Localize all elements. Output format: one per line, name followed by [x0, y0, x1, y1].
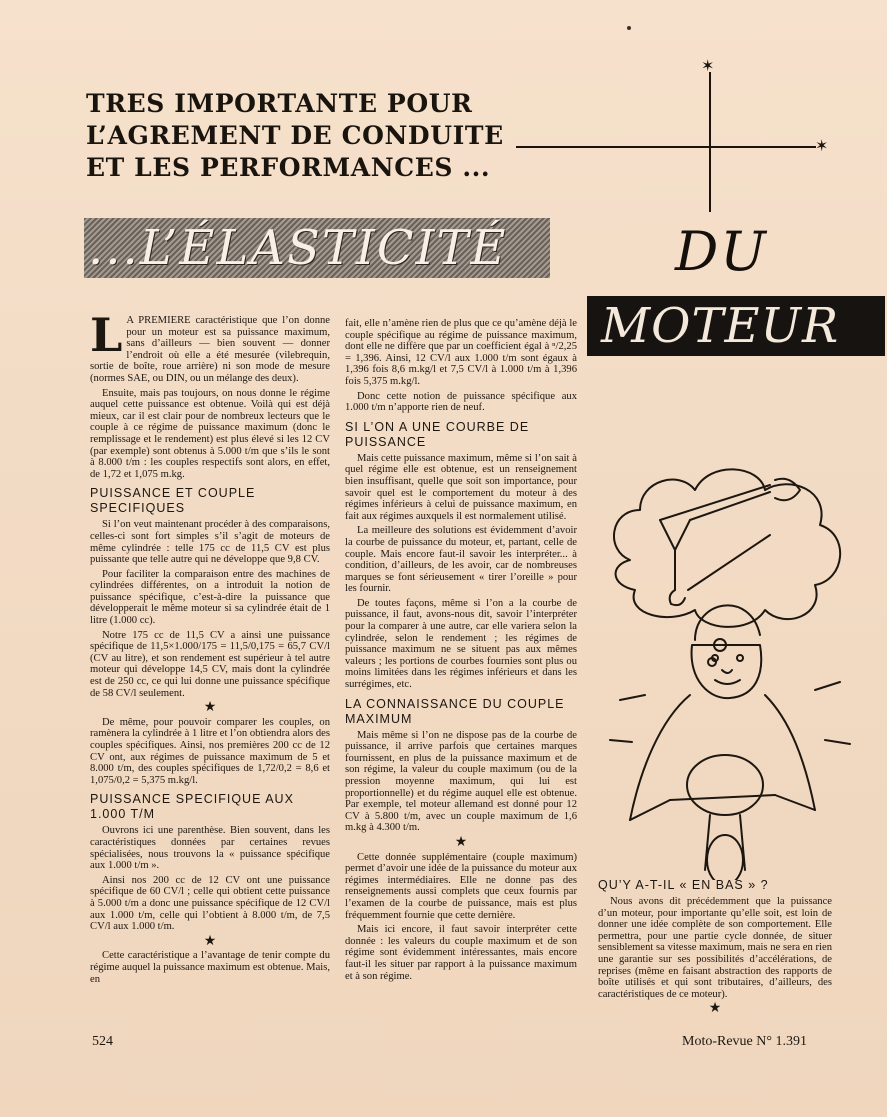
paragraph: Ainsi nos 200 cc de 12 CV ont une puissance spécifique de 60 CV/l ; celle qui obtient cette puissance à 5.000 t/m a donc une puissance spécifique de 12 CV/l aux 1.000 t/m, celle qui l’obtient à 8.000 t/m, de 7,5 CV/l aux 1.000 t/m. [90, 874, 330, 933]
article-column-1 [90, 308, 330, 988]
paragraph: De toutes façons, même si l’on a la courbe de puissance, il faut, avons-nous dit, savoir l’interpréter pour la comparer à une autre, car elle variera selon la cylindrée, selon le rendement ; les régimes de puissance maximum ne se situent pas aux mêmes valeurs ; les portions de courbes fournies sont plus ou moins limitées dans les régimes inférieurs et dans les surrégimes, etc. [345, 597, 577, 691]
paragraph: Mais ici encore, il faut savoir interpréter cette donnée : les valeurs du couple maximum et de son régime sont évidemment intéressantes, mais encore faut-il les situer par rapport à la puissance maximum et à son régime. [345, 924, 577, 982]
drop-cap: L [90, 308, 123, 362]
ink-dot [627, 26, 631, 30]
rider-body [630, 695, 815, 820]
slingshot-shape [660, 520, 690, 590]
paragraph: Ouvrons ici une parenthèse. Bien souvent, dans les caractéristiques données par certaines revues spécialisées, nous trouvons la « puissance spécifique aux 1.000 t/m ». [90, 825, 330, 872]
paragraph: Cette donnée supplémentaire (couple maximum) permet d’avoir une idée de la puissance du moteur aux régimes intermédiaires. Elle ne donne pas des renseignements aussi complets que ceux fournis par l’examen de la courbe de puissance, mais est plus fréquemment fournie que cette dernière. [345, 851, 577, 921]
paragraph: Mais même si l’on ne dispose pas de la courbe de puissance, il arrive parfois que certaines marques fournissent, en plus de la puissance maximum et de son régime, la valeur du couple maximum (ou de la pression moyenne maximum, qui lui est proportionnelle) et du régime auquel elle est obtenue. Par exemple, tel moteur allemand est donné pour 12 CV à 5.800 t/m, avec un couple maximum de 1,6 m.kg à 4.300 t/m. [345, 729, 577, 834]
star-ornament-icon: ✶ [815, 136, 829, 155]
article-column-2 [345, 318, 577, 985]
paragraph: Ensuite, mais pas toujours, on nous donne le régime auquel cette puissance est obtenue. Voilà qui est déjà mieux, car il est clair pour de nombreux lecteurs que le couple à ce régime de puissance maximum (donc le remplissage et le rendement) est plus élevé si les 12 CV (par exemple) sont obtenus à 5.000 t/m que s’ils le sont à 8.000 t/m : les couples respectifs sont alors, en effet, de 1,72 et 1,075 m.kg. [90, 387, 330, 480]
paragraph: Nous avons dit précédemment que la puissance d’un moteur, pour importante qu’elle soit, est loin de donner une idée complète de son comportement. Elle permettra, pour une partie cycle donnée, de situer sensiblement sa vitesse maximum, mais ne sera en rien une garantie sur ses possibilités d’accélérations, de reprises (même en faisant abstraction des rapports de boîte utilisés et qui sont tributaires, d’ailleurs, des caractéristiques de ce moteur). [598, 896, 832, 1000]
paragraph: De même, pour pouvoir comparer les couples, on ramènera la cylindrée à 1 litre et l’on obtiendra alors des couples spécifiques. Ainsi, nos premières 200 cc de 12 CV ont, aux régimes de puissance maximum de 5 et 8.000 t/m, des couples spécifiques de 1,72/0,2 = 8,6 et 1,075/0,2 = 5,375 m.kg/l. [90, 716, 330, 786]
headline-line-3: ET LES PERFORMANCES ... [86, 153, 491, 182]
headline-line-2: L’AGREMENT DE CONDUITE [86, 121, 504, 150]
rider-eye [737, 655, 743, 661]
headlight [687, 755, 763, 815]
title-moteur-box [587, 296, 885, 356]
paragraph: Mais cette puissance maximum, même si l’on sait à quel régime elle est obtenue, est un renseignement bien insuffisant, quelle que soit son importance, pour savoir quel est le comportement du moteur à des régimes inférieurs à celui de puissance maximum, en fait aux régimes auxquels il est normalement utilisé. [345, 452, 577, 522]
title-banner [84, 218, 550, 278]
pulling-hand [775, 479, 800, 500]
star-separator: ★ [454, 834, 468, 850]
speed-lines [610, 682, 850, 744]
paragraph: fait, elle n’amène rien de plus que ce qu’amène déjà le couple spécifique au régime de puissance maximum, dont elle ne diffère que par un coefficient égal à ⁿ/2,25 = 1,396. Ainsi, 12 CV/l aux 1.000 t/m sont égaux à 1,396 fois 8,6 m.kg/l et 7,5 CV/l à 1.000 t/m à 1,396 fois 5,375 m.kg/l. [345, 318, 577, 387]
paragraph: Si l’on veut maintenant procéder à des comparaisons, celles-ci sont fort simples s’il s’agit de moteurs de même cylindrée : telle 175 cc de 11,5 CV est plus puissante que telle autre qui ne développe que 9,8 CV. [90, 519, 330, 566]
rider-arms [630, 795, 815, 820]
title-moteur: MOTEUR [601, 298, 840, 354]
rider-face [692, 645, 762, 698]
star-ornament-icon: ✶ [701, 56, 715, 75]
section-heading: PUISSANCE ET COUPLE SPECIFIQUES [90, 486, 256, 516]
front-wheel [707, 835, 743, 880]
paragraph: La meilleure des solutions est évidemment d’avoir la courbe de puissance du moteur, et, partant, celle de couple. Mais encore faut-il savoir les interpréter... à condition, d’ailleurs, de les avoir, car de nombreuses marques se font sérieusement « tirer l’oreille » pour les fournir. [345, 525, 577, 595]
rider-mouth [715, 680, 740, 684]
slingshot-band [660, 485, 770, 520]
title-elasticite: ...L’ÉLASTICITÉ [88, 220, 508, 276]
paragraph-text: A PREMIERE caractéristique que l’on donne pour un moteur est sa puissance maximum, sans d’ailleurs — bien souvent — donner l’endroit où elle a été mesurée (vilebrequin, sortie de boîte, roue arrière) ni son mode de mesure (normes SAE, ou DIN, ou un mélange des deux). [90, 315, 330, 384]
paragraph: Donc cette notion de puissance spécifique aux 1.000 t/m n’apporte rien de neuf. [345, 390, 577, 414]
thought-cloud [614, 469, 840, 627]
arm-line [688, 535, 770, 590]
article-column-3 [598, 878, 832, 1018]
star-separator: ★ [203, 700, 217, 716]
paragraph: Cette caractéristique a l’avantage de tenir compte du régime auquel la puissance maximum est obtenue. Mais, en [90, 950, 330, 985]
star-separator: ★ [203, 933, 217, 949]
crosshair-horizontal-rule [516, 146, 816, 148]
paragraph [90, 308, 330, 385]
magazine-issue: Moto-Revue N° 1.391 [682, 1034, 807, 1049]
page-number: 524 [92, 1034, 113, 1049]
rider-illustration [600, 440, 860, 880]
crosshair-vertical-rule [709, 72, 711, 212]
paragraph: Pour faciliter la comparaison entre des machines de cylindrées différentes, on a introduit la notion de puissance spécifique, c’est-à-dire la puissance que développerait le même moteur si sa cylindrée était de 1 litre (1.000 cc). [90, 568, 330, 627]
headline-line-1: TRES IMPORTANTE POUR [86, 89, 473, 118]
paragraph: Notre 175 cc de 11,5 CV a ainsi une puissance spécifique de 11,5×1.000/175 = 11,5/0,175 = 65,7 CV/l (CV au litre), et son rendement est supérieur à tel autre moteur qui développe 14,5 CV, mais dont la cylindrée est de 250 cc, ce qui lui donne une puissance spécifique de 58 CV/l seulement. [90, 629, 330, 699]
holding-hand [670, 590, 685, 605]
section-heading: LA CONNAISSANCE DU COUPLE MAXIMUM [345, 696, 565, 726]
headline [86, 88, 516, 184]
rider-nose [722, 670, 732, 673]
section-heading: PUISSANCE SPECIFIQUE AUX 1.000 T/M [90, 792, 294, 822]
title-du: DU [675, 220, 768, 283]
section-heading: SI L’ON A UNE COURBE DE PUISSANCE [345, 419, 530, 449]
section-heading: QU’Y A-T-IL « EN BAS » ? [598, 878, 769, 892]
star-separator: ★ [708, 1001, 722, 1017]
